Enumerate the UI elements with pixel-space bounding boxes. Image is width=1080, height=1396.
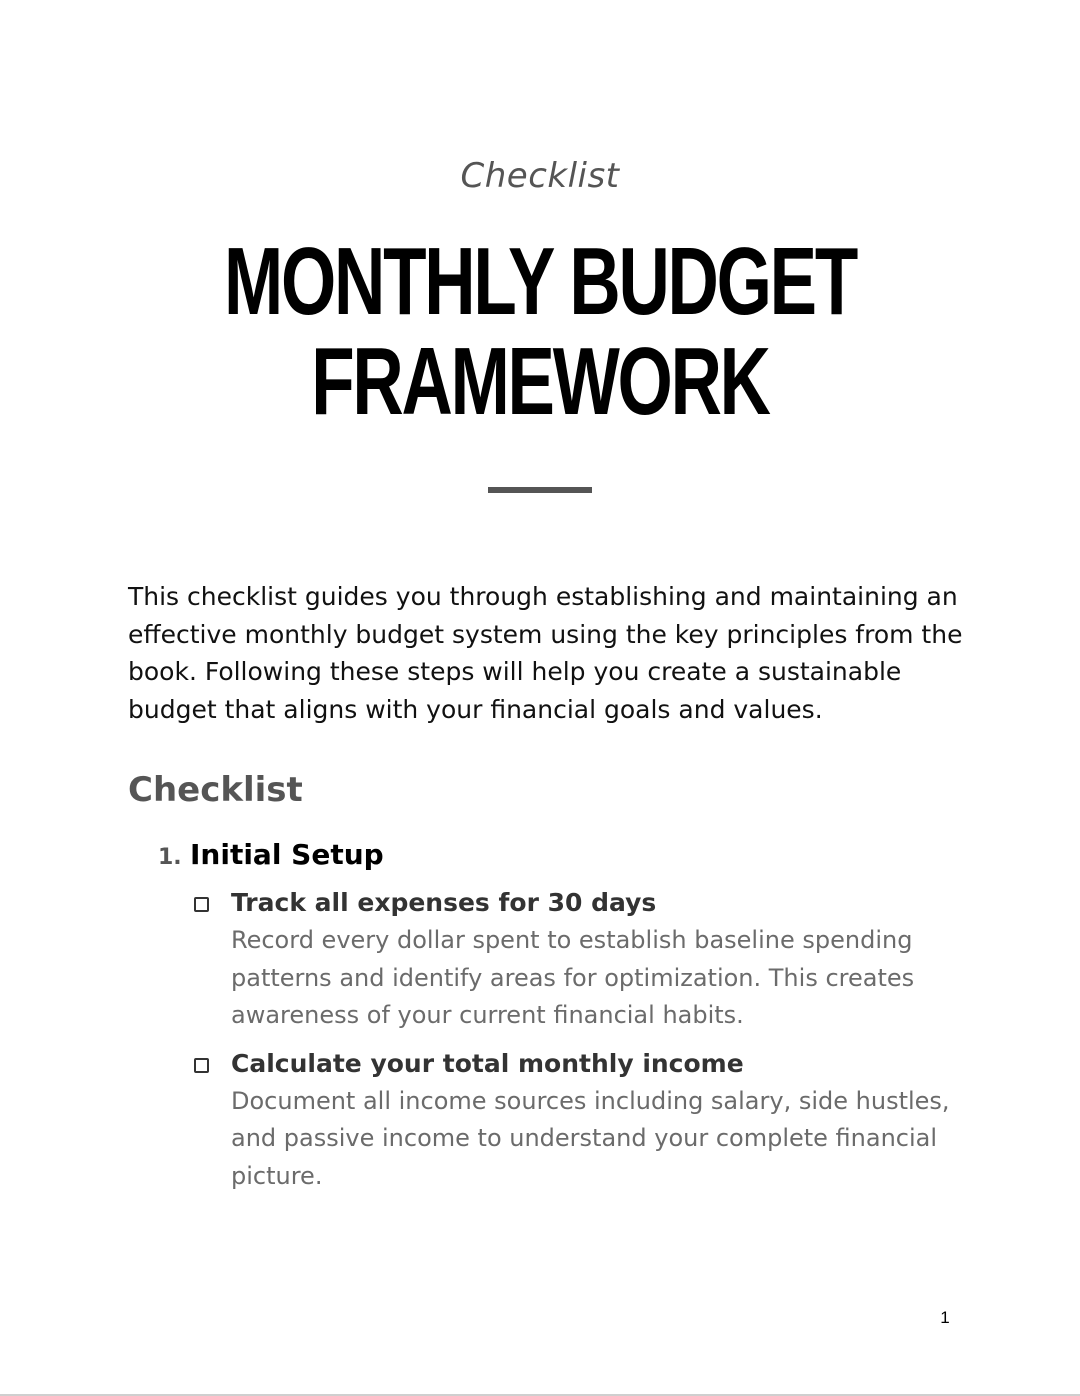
- checklist-item-description: Document all income sources including salary, side hustles, and passive income to understand your complete financial picture.: [231, 1086, 950, 1190]
- title-line-1: MONTHLY BUDGET: [223, 228, 857, 335]
- intro-paragraph: This checklist guides you through establishing and maintaining an effective monthly budget system using the key principles from the book. Following these steps will help you create a sustainable budget that aligns with your financial goals and values.: [128, 582, 963, 724]
- title-line-2: FRAMEWORK: [311, 328, 769, 435]
- checklist-heading: Checklist: [128, 770, 303, 810]
- group-title: Initial Setup: [190, 838, 384, 871]
- checkbox-icon[interactable]: [194, 897, 209, 912]
- checklist-item-title: Track all expenses for 30 days: [231, 888, 657, 917]
- page-number: 1: [940, 1308, 950, 1327]
- document-eyebrow: Checklist: [460, 156, 620, 196]
- document-title: [140, 228, 939, 435]
- checkbox-icon[interactable]: [194, 1058, 209, 1073]
- checklist-item: [192, 1045, 982, 1196]
- checklist-item: [192, 884, 982, 1035]
- checklist-items: [192, 884, 982, 1205]
- checklist-group: [158, 838, 384, 871]
- title-divider: [488, 487, 592, 493]
- group-number: 1.: [158, 845, 182, 870]
- checklist-item-title: Calculate your total monthly income: [231, 1048, 744, 1078]
- checklist-item-description: Record every dollar spent to establish baseline spending patterns and identify areas for optimization. This creates awareness of your current financial habits.: [231, 926, 915, 1029]
